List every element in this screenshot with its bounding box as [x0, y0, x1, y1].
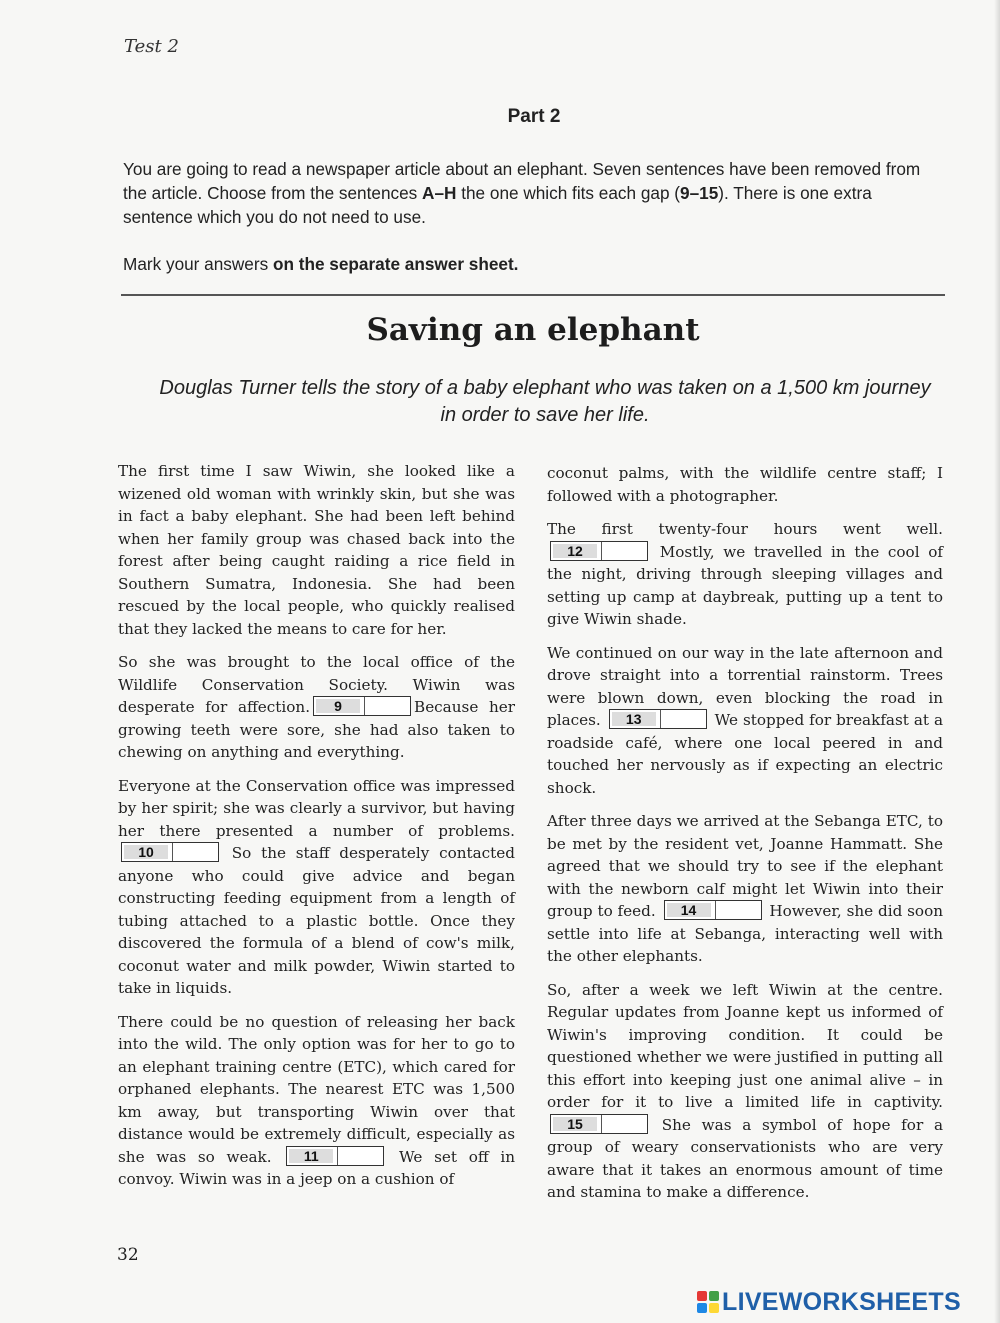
- mark-answers-note: Mark your answers on the separate answer sheet.: [123, 254, 519, 274]
- part-title: Part 2: [507, 106, 561, 127]
- liveworksheets-logo-icon: [697, 1291, 719, 1313]
- page-number: 32: [117, 1245, 139, 1265]
- paragraph: The first time I saw Wiwin, she looked like a wizened old woman with wrinkly skin, but she was in fact a baby elephant. She had been left behind when her family group was chased back into the forest after being caught raiding a rice field in Southern Sumatra, Indonesia. She had been rescued by the local people, who quickly realised that they lacked the means to care for her.: [118, 462, 515, 638]
- logo-square: [709, 1303, 719, 1313]
- paragraph: So she was brought to the local office of the Wildlife Conservation Society. Wiwin was desperate for affection. 9 Because her growing teeth were sore, she had also taken to chewing on anything and everything.: [118, 653, 515, 761]
- paragraph: There could be no question of releasing her back into the wild. The only option was for her to go to an elephant training centre (ETC), which cared for orphaned elephants. The nearest ETC was 1,500 km away, but transporting Wiwin over that distance would be extremely difficult, especially as she was so weak. 11 We set off in convoy. Wiwin was in a jeep on a cushion of: [118, 1012, 515, 1188]
- instructions-text: You are going to read a newspaper article about an elephant. Seven sentences have been removed from the article. Choose from the sentences A–H the one which fits each gap (9–15). There is one extra sentence which you do not need to use.: [123, 159, 921, 227]
- liveworksheets-brand[interactable]: [697, 1288, 961, 1316]
- paragraph: coconut palms, with the wildlife centre staff; I followed with a photographer.: [547, 464, 943, 505]
- gap-9-answer-box[interactable]: 9: [313, 696, 411, 716]
- logo-square: [697, 1291, 707, 1301]
- paragraph: The first twenty-four hours went well. 12 Mostly, we travelled in the cool of the night, driving through sleeping villages and setting up camp at daybreak, putting up a tent to give Wiwin shade.: [547, 520, 944, 628]
- test-label: Test 2: [124, 36, 179, 57]
- paragraph: After three days we arrived at the Sebanga ETC, to be met by the resident vet, Joanne Hammatt. She agreed that we should try to see if the elephant with the newborn calf might let Wiwin into their group to feed. 14 However, she did soon settle into life at Sebanga, interacting well with the other elephants.: [547, 812, 943, 965]
- gap-13-answer-box[interactable]: 13: [609, 709, 707, 729]
- article-headline: Saving an elephant: [366, 312, 700, 348]
- gap-12-answer-box[interactable]: 12: [550, 541, 648, 561]
- paragraph: Everyone at the Conservation office was impressed by her spirit; she was clearly a survivor, but having her there presented a number of problems. 10 So the staff desperately contacted anyone who could give advice and began constructing feeding equipment from a length of tubing attached to a plastic bottle. Once they discovered the formula of a blend of cow's milk, coconut water and milk powder, Wiwin started to take in liquids.: [118, 776, 515, 997]
- article-column-right: [547, 462, 943, 1215]
- logo-square: [697, 1303, 707, 1313]
- paragraph: We continued on our way in the late afternoon and drove straight into a torrential rainstorm. Trees were blown down, even blocking the road in places. 13 We stopped for breakfast at a roadside café, where one local peered in and touched her nervously as if expecting an electric shock.: [547, 643, 944, 797]
- instructions: [123, 157, 945, 274]
- logo-square: [709, 1291, 719, 1301]
- divider: [121, 294, 945, 296]
- article-standfirst: Douglas Turner tells the story of a baby elephant who was taken on a 1,500 km journey in order to save her life.: [159, 377, 931, 426]
- article-column-left: [118, 460, 515, 1202]
- gap-14-answer-box[interactable]: 14: [664, 900, 762, 920]
- paragraph: So, after a week we left Wiwin at the centre. Regular updates from Joanne kept us informed of Wiwin's improving condition. It could be questioned whether we were justified in putting all this effort into keeping just one animal alive – in order for it to live a limited life in captivity. 15 She was a symbol of hope for a group of weary conservationists who are very aware that it takes an enormous amount of time and stamina to make a difference.: [547, 980, 943, 1201]
- brand-text: LIVEWORKSHEETS: [722, 1287, 961, 1316]
- gap-15-answer-box[interactable]: 15: [550, 1114, 648, 1134]
- gap-11-answer-box[interactable]: 11: [286, 1146, 384, 1166]
- gap-10-answer-box[interactable]: 10: [121, 842, 219, 862]
- page-edge-shadow: [994, 0, 1000, 1323]
